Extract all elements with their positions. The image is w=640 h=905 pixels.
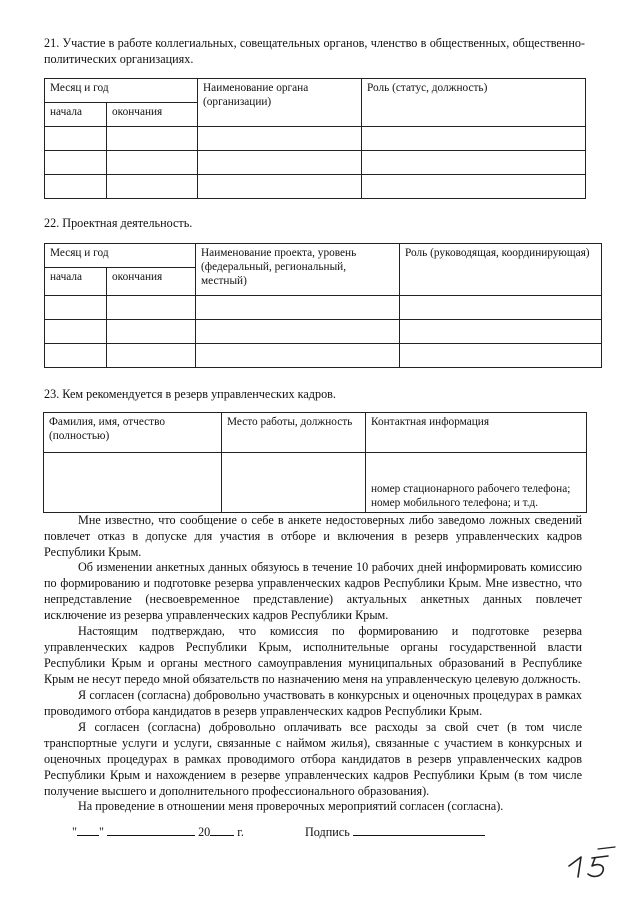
- table-cell[interactable]: [362, 151, 586, 175]
- handwritten-page-number: [564, 846, 616, 880]
- year-prefix: 20: [198, 825, 211, 839]
- table-cell[interactable]: [362, 127, 586, 151]
- quote-open: ": [72, 825, 77, 839]
- table-cell[interactable]: [222, 453, 366, 513]
- statement-changes: Об изменении анкетных данных обязуюсь в течение 10 рабочих дней информировать комиссию по формированию и подготовке резерва управленческих кадров Республики Крым. Мне известно, что непредставление (несвоевременное представление) актуальных анкетных данных повлечет исключение из резерва управленческих кадров Республики Крым.: [44, 560, 582, 622]
- table-cell[interactable]: [45, 175, 107, 199]
- header-start: начала: [45, 268, 107, 296]
- table-cell[interactable]: [400, 320, 602, 344]
- table-row: [45, 175, 586, 199]
- signature-label: Подпись: [305, 825, 350, 839]
- date-line: [72, 823, 244, 840]
- header-project: Наименование проекта, уровень (федеральный, региональный, местный): [196, 244, 400, 296]
- table-cell[interactable]: [45, 344, 107, 368]
- table-cell[interactable]: [107, 175, 198, 199]
- contact-info-cell[interactable]: номер стационарного рабочего телефона; номер мобильного телефона; и т.д.: [366, 453, 587, 513]
- table-cell[interactable]: [196, 296, 400, 320]
- table-row: [45, 151, 586, 175]
- header-role: Роль (руководящая, координирующая): [400, 244, 602, 296]
- month-blank[interactable]: [107, 823, 195, 836]
- header-role: Роль (статус, должность): [362, 79, 586, 127]
- table-cell[interactable]: [198, 127, 362, 151]
- table-row: [45, 127, 586, 151]
- day-blank[interactable]: [77, 823, 99, 836]
- table-cell[interactable]: [107, 320, 196, 344]
- table-row: [45, 320, 602, 344]
- statement-verification: На проведение в отношении меня проверочных мероприятий согласен (согласна).: [78, 799, 504, 813]
- statement-falsity: Мне известно, что сообщение о себе в анкете недостоверных либо заведомо ложных сведений повлечет отказ в допуске для участия в отборе и включения в резерв управленческих кадров Республики Крым.: [44, 513, 582, 559]
- table-cell[interactable]: [400, 296, 602, 320]
- section-22-table: [44, 243, 602, 368]
- quote-close: ": [98, 825, 104, 839]
- table-cell[interactable]: [45, 296, 107, 320]
- table-cell[interactable]: [107, 344, 196, 368]
- header-name: Фамилия, имя, отчество (полностью): [44, 413, 222, 453]
- table-cell[interactable]: [107, 151, 198, 175]
- header-start: начала: [45, 103, 107, 127]
- header-organ-name: Наименование органа (организации): [198, 79, 362, 127]
- year-blank[interactable]: [210, 823, 234, 836]
- table-cell[interactable]: [362, 175, 586, 199]
- header-end: окончания: [107, 103, 198, 127]
- table-cell[interactable]: [198, 151, 362, 175]
- table-cell[interactable]: [400, 344, 602, 368]
- statement-participation: Я согласен (согласна) добровольно участвовать в конкурсных и оценочных процедурах в рамках проводимого отбора кандидатов в резерв управленческих кадров Республики Крым.: [44, 688, 582, 718]
- header-end: окончания: [107, 268, 196, 296]
- table-cell[interactable]: [198, 175, 362, 199]
- table-cell[interactable]: [45, 151, 107, 175]
- section-21-title: 21. Участие в работе коллегиальных, совещательных органов, членство в общественных, общественно-политических организациях.: [44, 36, 585, 66]
- table-cell[interactable]: [196, 320, 400, 344]
- section-23-title: 23. Кем рекомендуется в резерв управленческих кадров.: [44, 387, 336, 401]
- signature-blank[interactable]: [353, 823, 485, 836]
- table-row: [45, 344, 602, 368]
- table-cell[interactable]: [107, 127, 198, 151]
- table-cell[interactable]: [44, 453, 222, 513]
- header-workplace: Место работы, должность: [222, 413, 366, 453]
- statement-expenses: Я согласен (согласна) добровольно оплачивать все расходы за свой счет (в том числе транспортные услуги и услуги, связанные с наймом жилья), связанные с участием в конкурсных и оценочных процедурах в рамках проводимого отбора кандидатов в резерв управленческих кадров Республики Крым и нахождением в резерве управленческих кадров Республики Крым (в том числе получение высшего и дополнительного профессионального образования).: [44, 720, 582, 798]
- table-cell[interactable]: [45, 127, 107, 151]
- signature-line: [305, 823, 485, 840]
- table-row: [44, 453, 587, 513]
- table-cell[interactable]: [107, 296, 196, 320]
- table-cell[interactable]: [45, 320, 107, 344]
- header-month-year: Месяц и год: [45, 244, 196, 268]
- section-21-table: [44, 78, 586, 199]
- section-22-title: 22. Проектная деятельность.: [44, 216, 193, 230]
- header-contact: Контактная информация: [366, 413, 587, 453]
- year-suffix: г.: [237, 825, 244, 839]
- table-row: [45, 296, 602, 320]
- header-month-year: Месяц и год: [45, 79, 198, 103]
- statement-no-obligation: Настоящим подтверждаю, что комиссия по формированию и подготовке резерва управленческих кадров Республики Крым, исполнительные органы государственной власти Республики Крым и органы местного самоуправления муниципальных образований в Республике Крым не несут передо мной обязательств по назначению меня на управленческую целевую должность.: [44, 624, 582, 686]
- section-23-table: [43, 412, 587, 513]
- table-cell[interactable]: [196, 344, 400, 368]
